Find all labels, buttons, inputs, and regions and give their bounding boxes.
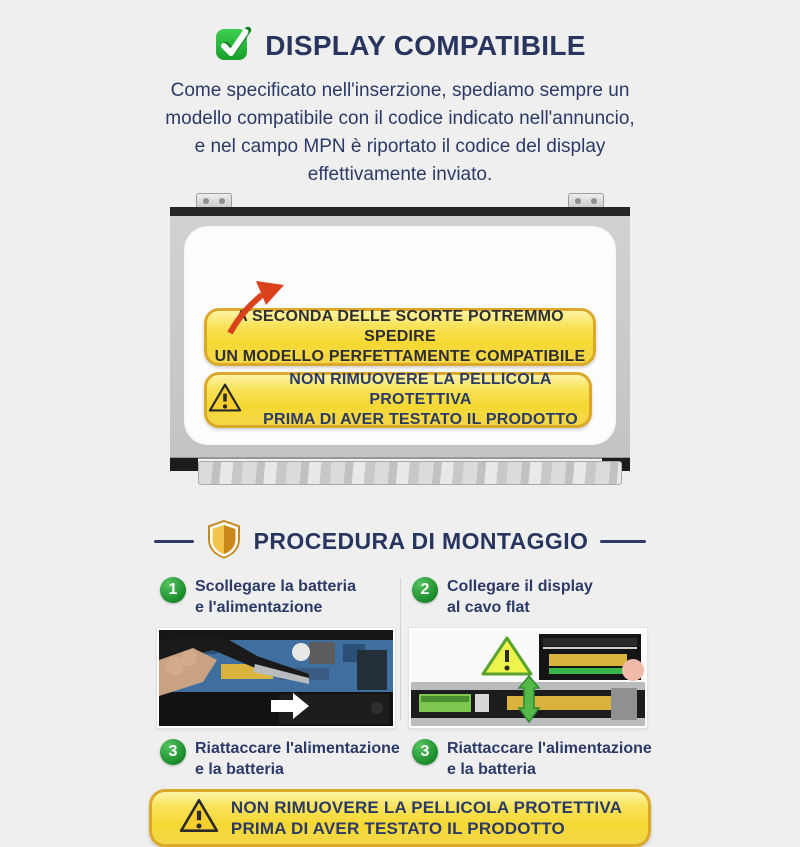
page-title: DISPLAY COMPATIBILE: [265, 29, 586, 61]
foil-covered-board: [198, 461, 622, 485]
step-number-badge: 3: [412, 739, 438, 765]
footer-banner-line2: PRIMA DI AVER TESTATO IL PRODOTTO: [230, 819, 565, 838]
shield-icon: [206, 519, 242, 564]
footer-warning-banner: [149, 789, 651, 847]
warning-triangle-icon: [178, 797, 220, 840]
divider-line: [154, 540, 194, 543]
panel-top-edge: [170, 207, 630, 216]
stock-banner-line2: UN MODELLO PERFETTAMENTE COMPATIBILE: [214, 348, 586, 365]
procedure-header: [0, 519, 800, 564]
intro-line: modello compatibile con il codice indicato nell'annuncio,: [165, 108, 635, 129]
step-3-right-line2: e la batteria: [447, 761, 536, 778]
check-icon: [214, 24, 252, 67]
warning-triangle-icon: [207, 382, 243, 419]
intro-paragraph: [0, 77, 800, 189]
film-banner-line1: NON RIMUOVERE LA PELLICOLA PROTETTIVA: [289, 371, 552, 408]
photo-disconnect-battery: [156, 627, 396, 729]
step-3-left: [148, 738, 400, 780]
step-3-left-line2: e la batteria: [195, 761, 284, 778]
stock-banner-line1: A SECONDA DELLE SCORTE POTREMMO SPEDIRE: [236, 308, 564, 345]
hinge-bracket-right: [568, 193, 604, 208]
step-1-line1: Scollegare la batteria: [195, 578, 356, 595]
step-1-line2: e l'alimentazione: [195, 599, 323, 616]
divider-line: [600, 540, 646, 543]
panel-bottom-corner-left: [170, 458, 198, 471]
lcd-panel-image: [170, 193, 630, 485]
procedure-steps: [148, 576, 652, 780]
column-divider: [400, 578, 401, 720]
step-2-line2: al cavo flat: [447, 599, 530, 616]
step-2-line1: Collegare il display: [447, 578, 593, 595]
hinge-bracket-left: [196, 193, 232, 208]
procedure-title: PROCEDURA DI MONTAGGIO: [253, 528, 589, 554]
step-3-right-line1: Riattaccare l'alimentazione: [447, 740, 652, 757]
red-arrow-icon: [220, 277, 294, 340]
step-number-badge: 2: [412, 577, 438, 603]
film-banner-line2: PRIMA DI AVER TESTATO IL PRODOTTO: [263, 411, 578, 428]
intro-line: effettivamente inviato.: [307, 164, 493, 185]
step-3-left-line1: Riattaccare l'alimentazione: [195, 740, 400, 757]
intro-line: Come specificato nell'inserzione, spediamo sempre un: [170, 80, 630, 101]
step-3-right: [400, 738, 652, 780]
step-number-badge: 3: [160, 739, 186, 765]
step-1: [148, 576, 400, 618]
footer-banner-line1: NON RIMUOVERE LA PELLICOLA PROTETTIVA: [230, 798, 623, 817]
step-2: [400, 576, 652, 618]
photo-connect-flat-cable: [408, 627, 648, 729]
header: [0, 0, 800, 67]
step-number-badge: 1: [160, 577, 186, 603]
film-warning-banner: [204, 372, 592, 428]
intro-line: e nel campo MPN è riportato il codice del display: [194, 136, 606, 157]
